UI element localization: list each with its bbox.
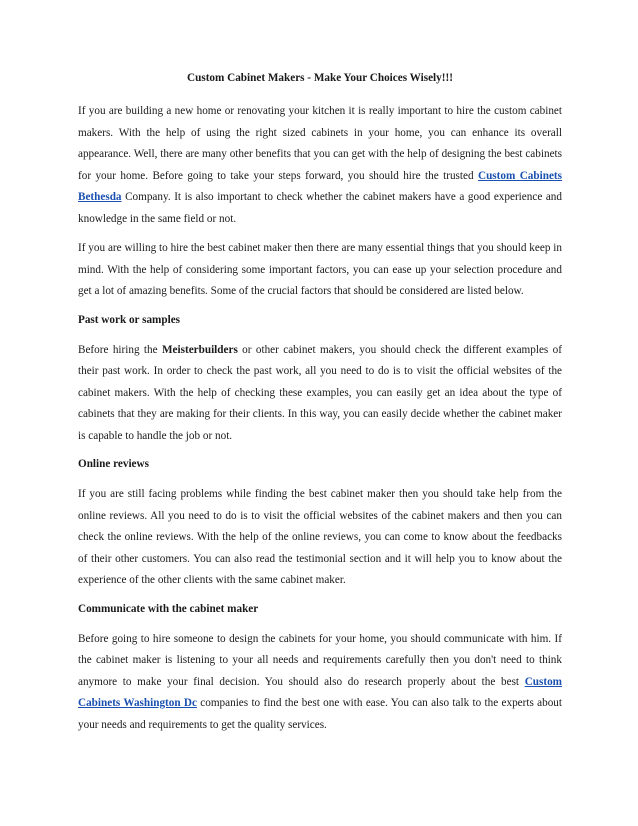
intro-text-start: If you are building a new home or renovating your kitchen it is really important to hire the custom cabinet makers. With the help of using the right sized cabinets in your home, you can enhance its overall appearance. Well, there are many other benefits that you can get with the help of designing the best cabinets for your home. Before going to take your steps forward, you should hire the trusted — [78, 105, 562, 182]
document-page — [78, 70, 562, 744]
communicate-heading: Communicate with the cabinet maker — [78, 602, 259, 615]
past-work-paragraph — [78, 340, 562, 448]
meisterbuilders-bold-text: Meisterbuilders — [161, 343, 238, 356]
considerations-paragraph: If you are willing to hire the best cabinet maker then there are many essential things that you should keep in mind. With the help of considering some important factors, you can ease up your selection procedure and get a lot of amazing benefits. Some of the crucial factors that should be considered are listed below. — [78, 242, 562, 297]
document-title: Custom Cabinet Makers - Make Your Choices Wisely!!! — [187, 72, 453, 84]
online-reviews-paragraph: If you are still facing problems while finding the best cabinet maker then you should take help from the online reviews. All you need to do is to visit the official websites of the cabinet makers and then you can check the online reviews. With the help of the online reviews, you can come to know about the feedbacks of their other customers. You can also read the testimonial section and it will help you to know about the experience of the other clients with the same cabinet maker. — [78, 488, 562, 586]
communicate-text-end: companies to find the best one with ease. You can also talk to the experts about your needs and requirements to get the quality services. — [78, 697, 562, 731]
intro-text-end: Company. It is also important to check whether the cabinet makers have a good experience and knowledge in the same field or not. — [78, 191, 562, 225]
custom-cabinets-bethesda-link[interactable]: Custom Cabinets Bethesda — [78, 169, 562, 203]
online-reviews-heading: Online reviews — [78, 458, 149, 470]
communicate-paragraph — [78, 629, 562, 737]
custom-cabinets-washington-dc-link[interactable]: Custom Cabinets Washington Dc — [78, 675, 562, 709]
past-work-text-end: or other cabinet makers, you should check the different examples of their past work. In order to check the past work, all you need to do is to visit the official websites of the cabinet makers. With the help of checking these examples, you can easily get an idea about the type of cabinets that they are making for their clients. In this way, you can easily decide whether the cabinet maker is capable to handle the job or not. — [78, 343, 562, 442]
past-work-heading: Past work or samples — [78, 313, 181, 326]
past-work-text-start: Before hiring the — [78, 343, 162, 356]
intro-paragraph — [78, 101, 562, 230]
communicate-text-start: Before going to hire someone to design the cabinets for your home, you should communicate with him. If the cabinet maker is listening to your all needs and requirements carefully then you don't need to think anymore to make your final decision. You should also do research properly about the best — [78, 632, 562, 688]
